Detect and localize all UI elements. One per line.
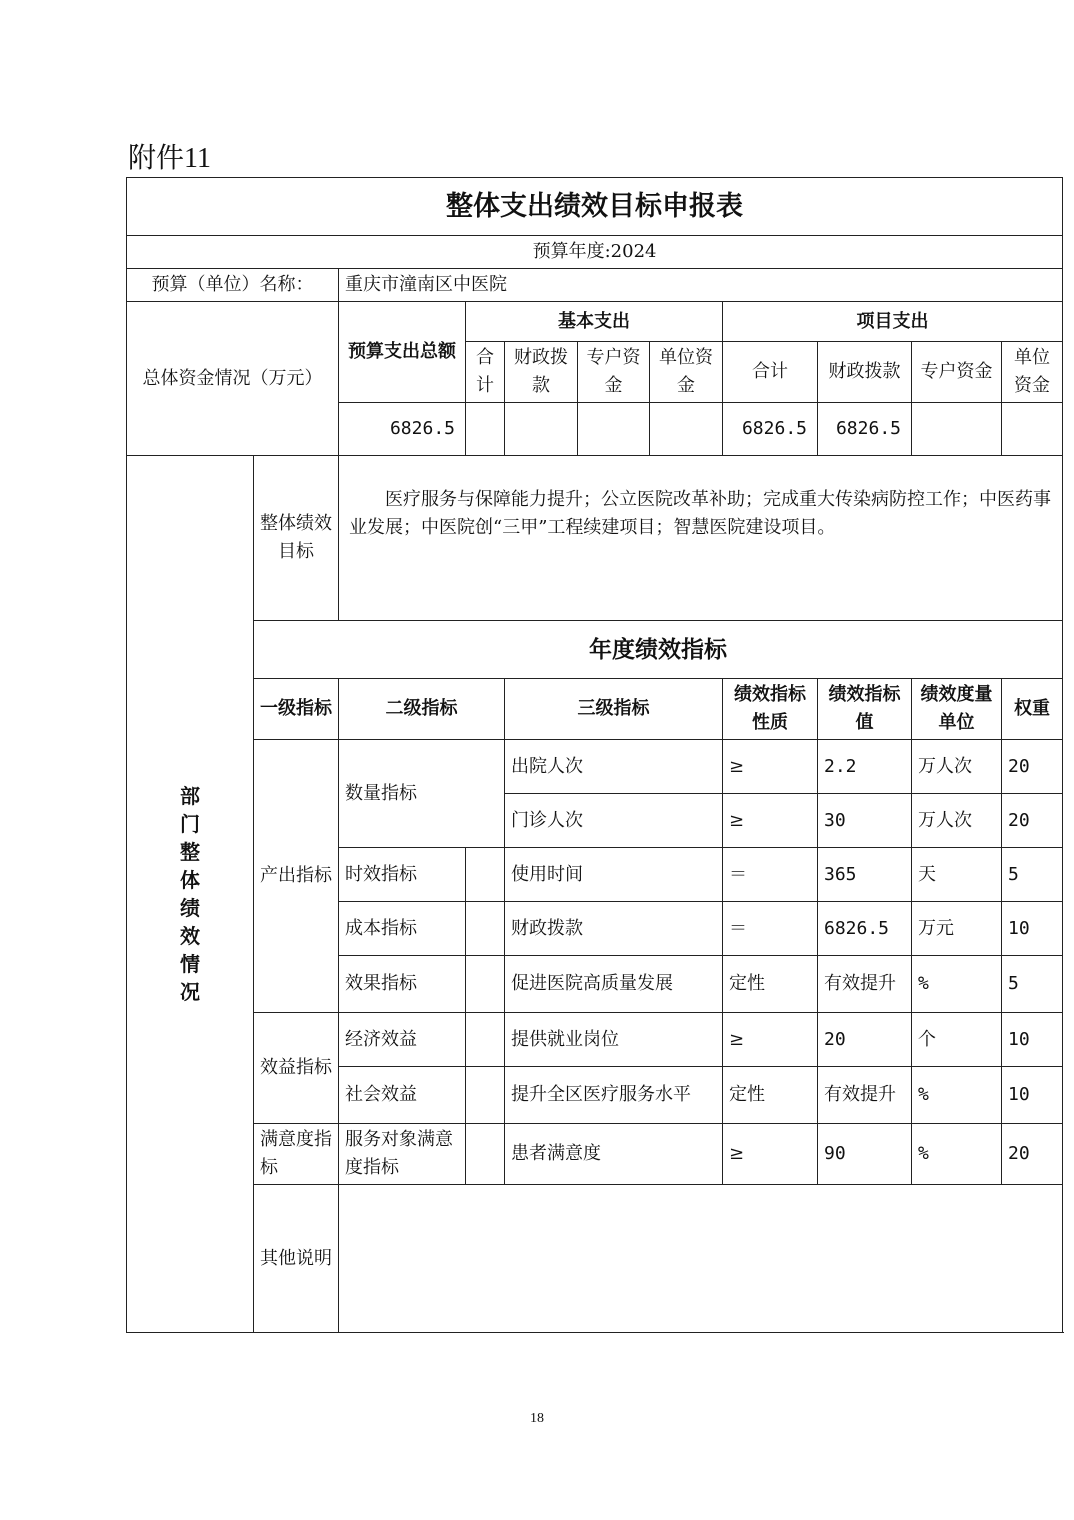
form-title: 整体支出绩效目标申报表: [127, 178, 1063, 236]
overall-goal-label: 整体绩效目标: [254, 456, 339, 621]
header-unit: 绩效度量单位: [912, 679, 1002, 740]
group-satisfaction: 满意度指标: [254, 1124, 339, 1185]
basic-value: [505, 403, 578, 456]
project-value: [1002, 403, 1063, 456]
value-cell: 90: [818, 1124, 912, 1185]
nature-cell: ＝: [723, 848, 818, 902]
level3-cell: 促进医院高质量发展: [505, 956, 723, 1013]
value-cell: 6826.5: [818, 902, 912, 956]
project-col-header: 财政拨款: [818, 342, 912, 403]
nature-cell: ≥: [723, 1013, 818, 1067]
indicator-row: [127, 740, 1063, 794]
group-output: 产出指标: [254, 740, 339, 1013]
value-cell: 2.2: [818, 740, 912, 794]
level2-spacer: [466, 1013, 505, 1067]
project-value: 6826.5: [818, 403, 912, 456]
level2-spacer: [466, 902, 505, 956]
weight-cell: 10: [1002, 902, 1063, 956]
unit-cell: 万人次: [912, 794, 1002, 848]
basic-value: [578, 403, 650, 456]
weight-cell: 5: [1002, 956, 1063, 1013]
unit-cell: 个: [912, 1013, 1002, 1067]
level3-cell: 提升全区医疗服务水平: [505, 1067, 723, 1124]
budget-total-label: 预算支出总额: [339, 302, 466, 403]
attachment-number: 11: [184, 143, 211, 174]
unit-cell: %: [912, 956, 1002, 1013]
nature-cell: 定性: [723, 956, 818, 1013]
unit-name-value: 重庆市潼南区中医院: [339, 269, 1063, 302]
unit-name-label: 预算（单位）名称：: [127, 269, 339, 302]
weight-cell: 10: [1002, 1013, 1063, 1067]
unit-cell: 万元: [912, 902, 1002, 956]
weight-cell: 10: [1002, 1067, 1063, 1124]
level3-cell: 门诊人次: [505, 794, 723, 848]
project-col-header: 合计: [723, 342, 818, 403]
dept-section-cell: [127, 456, 254, 1333]
header-value: 绩效指标值: [818, 679, 912, 740]
budget-year: 预算年度:2024: [127, 236, 1063, 269]
level2-spacer: [466, 848, 505, 902]
header-weight: 权重: [1002, 679, 1063, 740]
indicator-row: [127, 1124, 1063, 1185]
level2-spacer: [466, 1124, 505, 1185]
basic-expense-label: 基本支出: [466, 302, 723, 342]
attachment-prefix: 附件: [128, 141, 185, 174]
basic-value: [466, 403, 505, 456]
dept-section-label: 部门整体绩效情况: [180, 784, 200, 1004]
unit-cell: %: [912, 1067, 1002, 1124]
weight-cell: 20: [1002, 740, 1063, 794]
level2-cell: 社会效益: [339, 1067, 466, 1124]
basic-col-header: 专户资金: [578, 342, 650, 403]
annual-indicators-title: 年度绩效指标: [254, 621, 1063, 679]
basic-col-header: 单位资金: [650, 342, 723, 403]
value-cell: 20: [818, 1013, 912, 1067]
value-cell: 365: [818, 848, 912, 902]
level2-cell: 数量指标: [339, 740, 505, 848]
performance-target-form: [126, 177, 1063, 1333]
header-level1: 一级指标: [254, 679, 339, 740]
value-cell: 有效提升: [818, 956, 912, 1013]
overall-goal-text: 医疗服务与保障能力提升；公立医院改革补助；完成重大传染病防控工作；中医药事业发展；中医院创“三甲”工程续建项目；智慧医院建设项目。: [339, 456, 1063, 621]
indicator-row: [127, 1013, 1063, 1067]
level2-cell: 服务对象满意度指标: [339, 1124, 466, 1185]
page-number: 18: [530, 1411, 544, 1426]
group-benefit: 效益指标: [254, 1013, 339, 1124]
nature-cell: 定性: [723, 1067, 818, 1124]
other-notes-value: [339, 1185, 1063, 1333]
level2-cell: 成本指标: [339, 902, 466, 956]
level3-cell: 财政拨款: [505, 902, 723, 956]
project-col-header: 单位资金: [1002, 342, 1063, 403]
level2-cell: 效果指标: [339, 956, 466, 1013]
project-col-header: 专户资金: [912, 342, 1002, 403]
project-expense-label: 项目支出: [723, 302, 1063, 342]
weight-cell: 20: [1002, 794, 1063, 848]
level2-spacer: [466, 956, 505, 1013]
level3-cell: 使用时间: [505, 848, 723, 902]
value-cell: 30: [818, 794, 912, 848]
attachment-label: [128, 136, 211, 176]
header-level3: 三级指标: [505, 679, 723, 740]
budget-total-value: 6826.5: [339, 403, 466, 456]
header-nature: 绩效指标性质: [723, 679, 818, 740]
nature-cell: ≥: [723, 740, 818, 794]
level3-cell: 出院人次: [505, 740, 723, 794]
level2-cell: 经济效益: [339, 1013, 466, 1067]
unit-cell: 天: [912, 848, 1002, 902]
header-level2: 二级指标: [339, 679, 505, 740]
unit-cell: 万人次: [912, 740, 1002, 794]
project-value: [912, 403, 1002, 456]
basic-col-header: 财政拨款: [505, 342, 578, 403]
basic-col-header: 合计: [466, 342, 505, 403]
funds-label: 总体资金情况（万元）: [127, 302, 339, 456]
level3-cell: 提供就业岗位: [505, 1013, 723, 1067]
weight-cell: 20: [1002, 1124, 1063, 1185]
level2-spacer: [466, 1067, 505, 1124]
weight-cell: 5: [1002, 848, 1063, 902]
level3-cell: 患者满意度: [505, 1124, 723, 1185]
project-value: 6826.5: [723, 403, 818, 456]
level2-cell: 时效指标: [339, 848, 466, 902]
other-notes-label: 其他说明: [254, 1185, 339, 1333]
nature-cell: ＝: [723, 902, 818, 956]
unit-cell: %: [912, 1124, 1002, 1185]
nature-cell: ≥: [723, 1124, 818, 1185]
basic-value: [650, 403, 723, 456]
nature-cell: ≥: [723, 794, 818, 848]
value-cell: 有效提升: [818, 1067, 912, 1124]
